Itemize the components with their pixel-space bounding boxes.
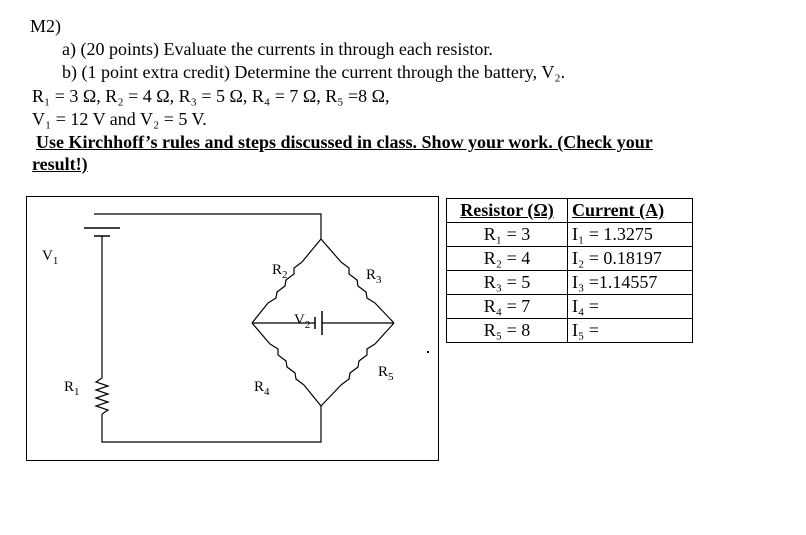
- wire-r3-to-node: [375, 303, 394, 323]
- cell-current[interactable]: I₂ = 0.18197: [568, 247, 693, 271]
- part-a-text: a) (20 points) Evaluate the currents in through each resistor.: [62, 39, 493, 59]
- part-b-text: b) (1 point extra credit) Determine the current through the battery, V₂.: [62, 62, 566, 82]
- table-header-row: [447, 199, 693, 223]
- resistor-r5-zigzag: [341, 344, 375, 385]
- results-table: [446, 198, 693, 343]
- cell-resistor: R₃ = 5: [447, 271, 568, 295]
- wire-bridge-top-left: [302, 239, 321, 262]
- label-r3: $R_3$: [366, 267, 382, 286]
- wire-r5-to-bottom: [321, 385, 341, 406]
- wire-left-node-to-r4: [252, 323, 270, 344]
- instruction-line-2: result!): [32, 154, 88, 174]
- label-r2: $R_2$: [272, 262, 288, 281]
- resistor-r1-zigzag: [96, 378, 108, 414]
- cell-current[interactable]: I₃ =1.14557: [568, 271, 693, 295]
- table-row: [447, 295, 693, 319]
- circuit-diagram: [26, 196, 439, 461]
- stray-mark: [427, 351, 429, 353]
- instruction-line-1: Use Kirchhoff’s rules and steps discussed in class. Show your work. (Check your: [36, 132, 653, 152]
- table-row: [447, 271, 693, 295]
- wire-top: [94, 214, 321, 239]
- table-row: [447, 223, 693, 247]
- cell-current[interactable]: I₅ =: [568, 319, 693, 343]
- cell-resistor: R₂ = 4: [447, 247, 568, 271]
- wire-r4-to-bottom: [304, 385, 321, 406]
- label-v2: $V_2$: [294, 312, 311, 331]
- table-row: [447, 247, 693, 271]
- figure-frame: [27, 197, 439, 461]
- label-v1: $V_1$: [42, 248, 59, 267]
- problem-label: M2): [30, 16, 61, 36]
- cell-resistor: R₁ = 3: [447, 223, 568, 247]
- wire-left-lower: [102, 406, 321, 442]
- table-row: [447, 319, 693, 343]
- label-r4: $R_4$: [254, 379, 270, 398]
- cell-resistor: R₄ = 7: [447, 295, 568, 319]
- header-resistor: Resistor (Ω): [447, 199, 568, 223]
- header-current: Current (A): [568, 199, 693, 223]
- wire-r2-to-node: [252, 303, 268, 323]
- resistor-r4-zigzag: [270, 344, 304, 385]
- label-r5: $R_5$: [378, 364, 394, 383]
- givens-line-1: R₁ = 3 Ω, R₂ = 4 Ω, R₃ = 5 Ω, R₄ = 7 Ω, R₅ =8 Ω,: [32, 86, 390, 106]
- givens-line-2: V₁ = 12 V and V₂ = 5 V.: [32, 109, 207, 129]
- cell-current[interactable]: I₁ = 1.3275: [568, 223, 693, 247]
- wire-bridge-top-right: [321, 239, 341, 262]
- label-r1: $R_1$: [64, 379, 80, 398]
- cell-resistor: R₅ = 8: [447, 319, 568, 343]
- cell-current[interactable]: I₄ =: [568, 295, 693, 319]
- wire-right-node-to-r5: [375, 323, 394, 344]
